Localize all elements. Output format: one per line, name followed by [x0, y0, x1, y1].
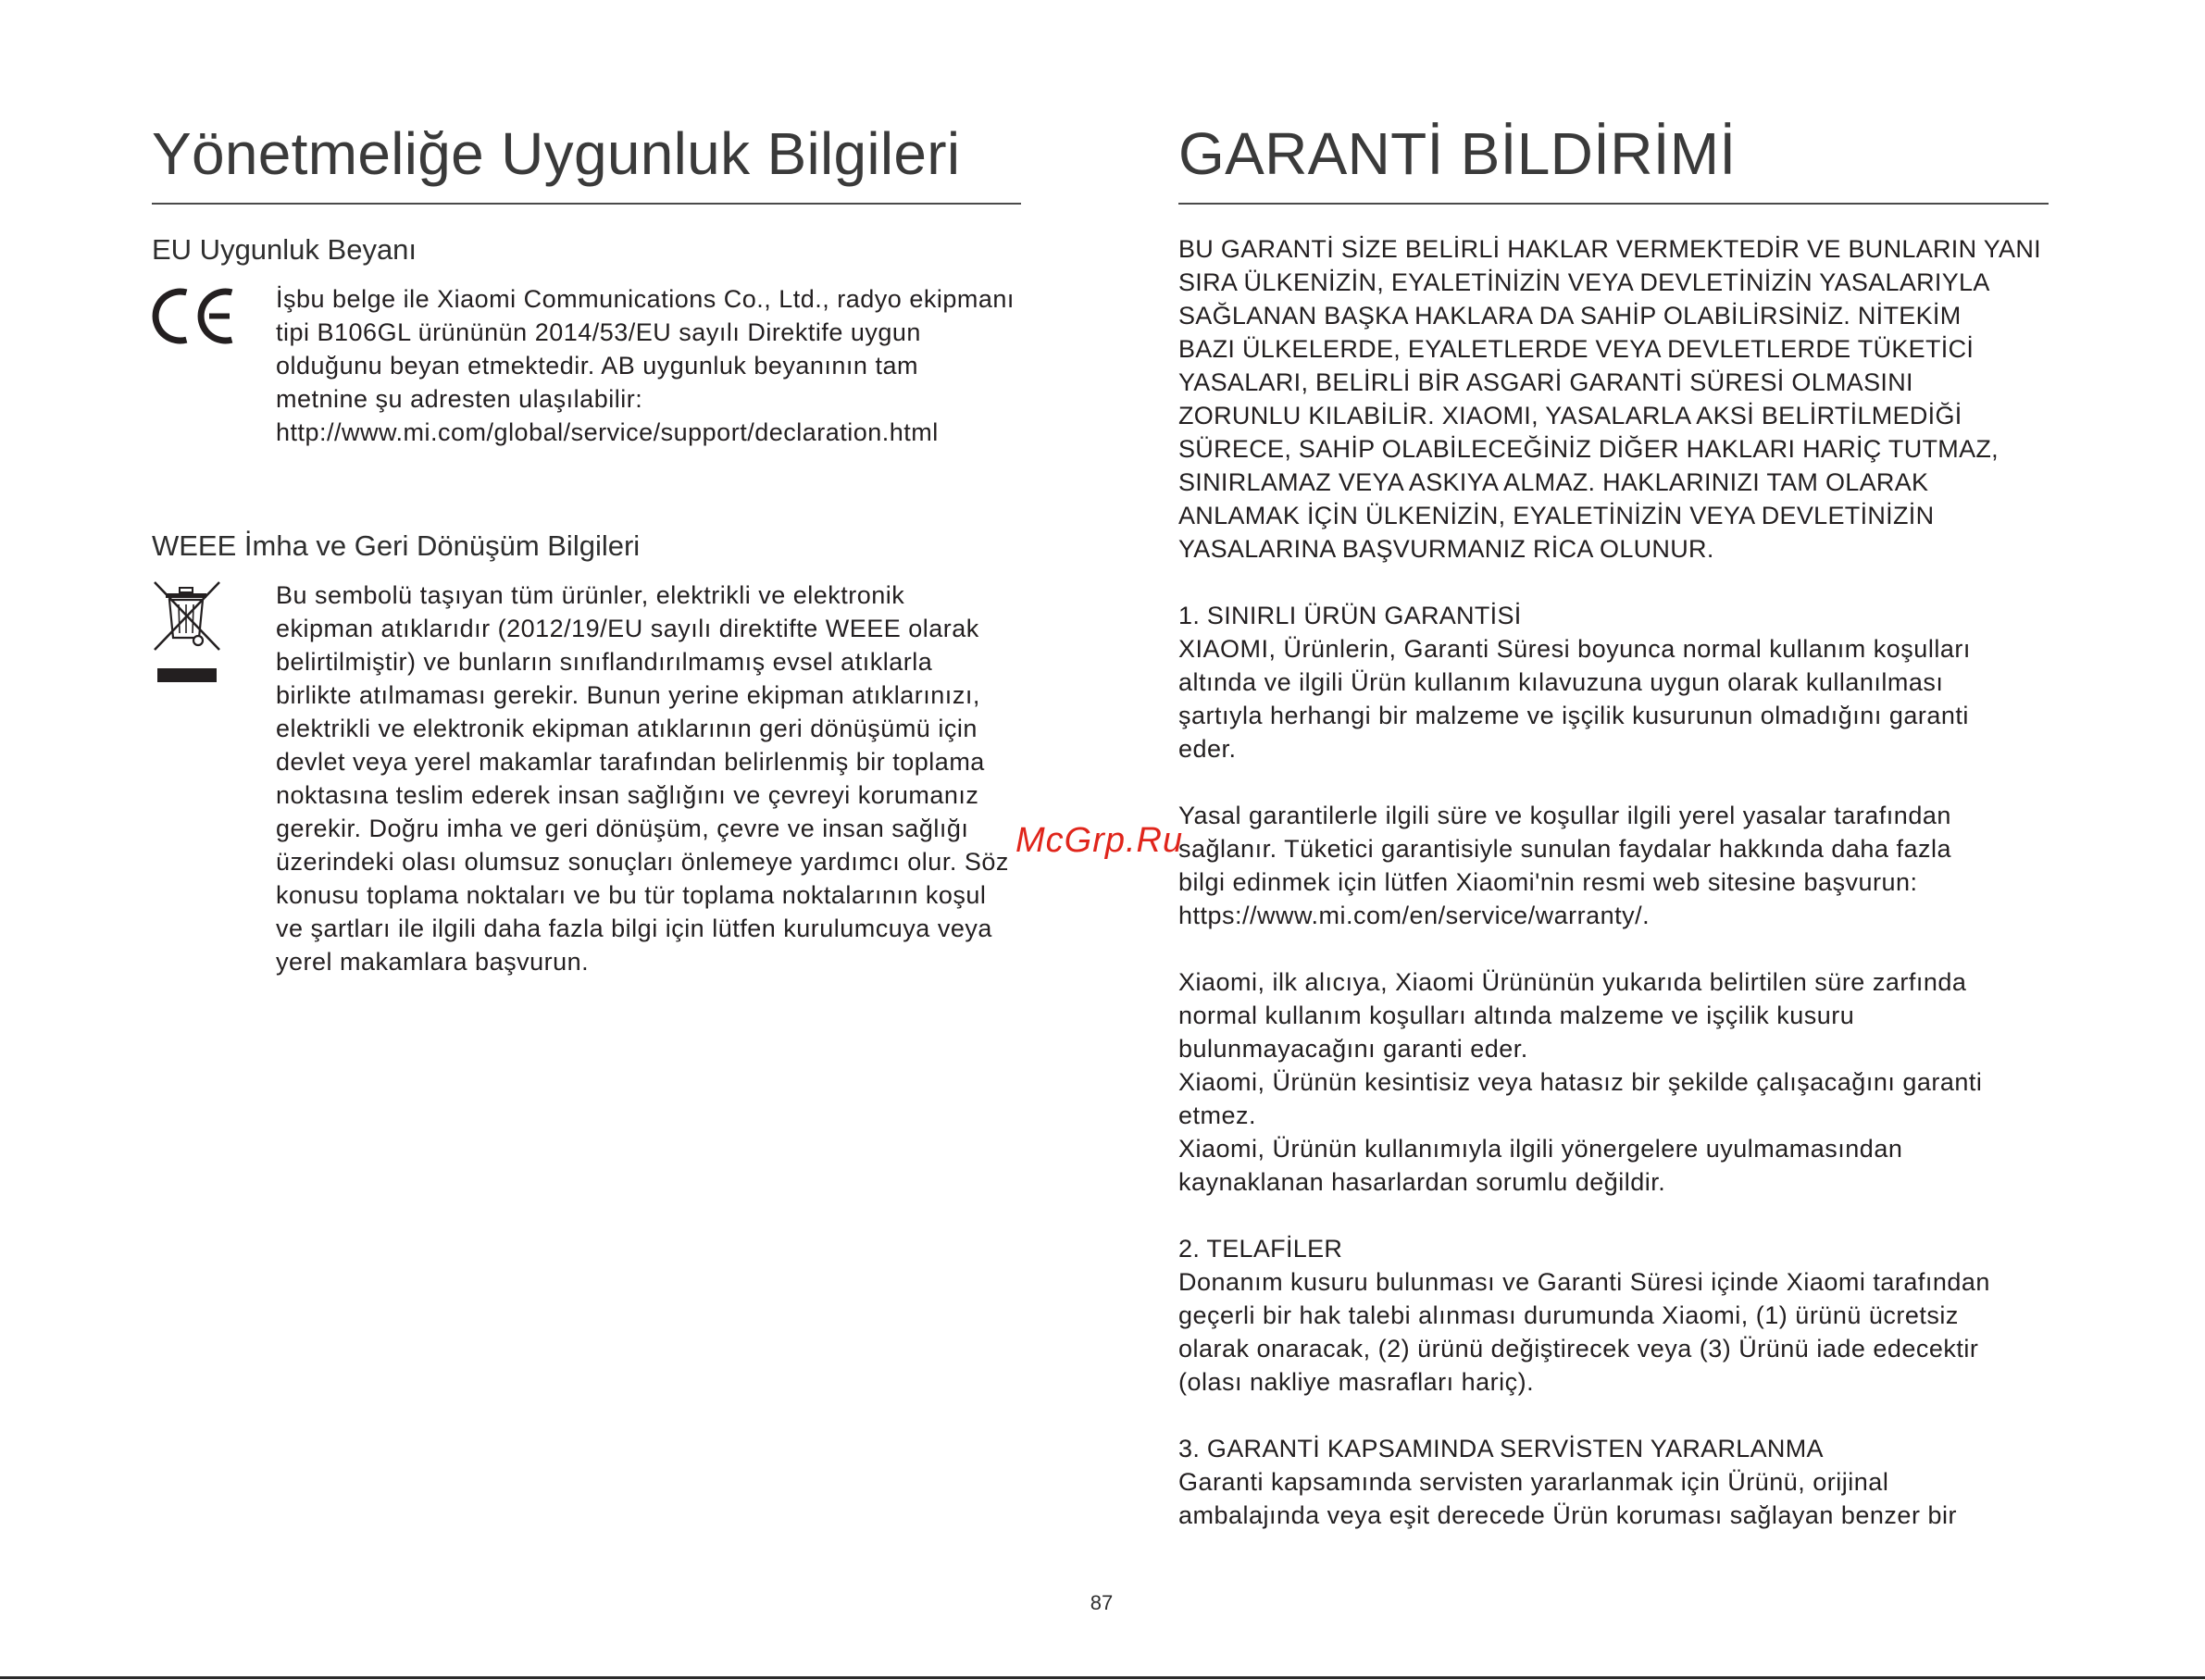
- text-line: YASALARI, BELİRLİ BİR ASGARİ GARANTİ SÜRESİ OLMASINI: [1178, 368, 1913, 396]
- text-line: bulunmayacağını garanti eder.: [1178, 1035, 1528, 1063]
- text-line: XIAOMI, Ürünlerin, Garanti Süresi boyunca normal kullanım koşulları: [1178, 635, 1971, 663]
- text-line: geçerli bir hak talebi alınması durumunda Xiaomi, (1) ürünü ücretsiz: [1178, 1301, 1959, 1329]
- section-heading: 2. TELAFİLER: [1178, 1235, 1343, 1263]
- section-heading: 3. GARANTİ KAPSAMINDA SERVİSTEN YARARLANMA: [1178, 1435, 1824, 1462]
- text-line: Yasal garantilerle ilgili süre ve koşullar ilgili yerel yasalar tarafından: [1178, 802, 1951, 829]
- warranty-url: https://www.mi.com/en/service/warranty/.: [1178, 902, 1651, 929]
- text-line: altında ve ilgili Ürün kullanım kılavuzuna uygun olarak kullanılması: [1178, 668, 1944, 696]
- text-line: olduğunu beyan etmektedir. AB uygunluk beyanının tam: [276, 352, 918, 380]
- weee-heading: WEEE İmha ve Geri Dönüşüm Bilgileri: [152, 529, 641, 562]
- text-line: SINIRLAMAZ VEYA ASKIYA ALMAZ. HAKLARINIZI TAM OLARAK: [1178, 468, 1929, 496]
- text-line: ZORUNLU KILABİLİR. XIAOMI, YASALARLA AKSİ BELİRTİLMEDİĞİ: [1178, 402, 1962, 429]
- ce-mark-icon: [152, 288, 235, 344]
- text-line: SÜRECE, SAHİP OLABİLECEĞİNİZ DİĞER HAKLARI HARİÇ TUTMAZ,: [1178, 435, 1999, 463]
- text-line: üzerindeki olası olumsuz sonuçları önlemeye yardımcı olur. Söz: [276, 848, 1009, 876]
- text-line: YASALARINA BAŞVURMANIZ RİCA OLUNUR.: [1178, 535, 1714, 563]
- text-line: Xiaomi, ilk alıcıya, Xiaomi Ürününün yukarıda belirtilen süre zarfında: [1178, 968, 1967, 996]
- text-line: yerel makamlara başvurun.: [276, 948, 590, 976]
- text-line: belirtilmiştir) ve bunların sınıflandırılmamış evsel atıklarla: [276, 648, 933, 676]
- text-line: Xiaomi, Ürünün kullanımıyla ilgili yönergelere uyulmamasından: [1178, 1135, 1903, 1163]
- text-line: elektrikli ve elektronik ekipman atıklarının geri dönüşümü için: [276, 715, 978, 742]
- text-line: ANLAMAK İÇİN ÜLKENİZİN, EYALETİNİZİN VEYA DEVLETİNİZİN: [1178, 502, 1935, 529]
- text-line: eder.: [1178, 735, 1237, 763]
- text-line: Bu sembolü taşıyan tüm ürünler, elektrikli ve elektronik: [276, 581, 905, 609]
- text-line: SAĞLANAN BAŞKA HAKLARA DA SAHİP OLABİLİRSİNİZ. NİTEKİM: [1178, 302, 1962, 330]
- page-bottom-edge: [0, 1676, 2205, 1679]
- text-line: noktasına teslim ederek insan sağlığını ve çevreyi korumanız: [276, 781, 979, 809]
- section-heading: 1. SINIRLI ÜRÜN GARANTİSİ: [1178, 602, 1522, 629]
- text-line: konusu toplama noktaları ve bu tür toplama noktalarının koşul: [276, 881, 987, 909]
- text-line: gerekir. Doğru imha ve geri dönüşüm, çevre ve insan sağlığı: [276, 815, 969, 842]
- text-line: ekipman atıklarıdır (2012/19/EU sayılı direktifte WEEE olarak: [276, 615, 979, 642]
- text-line: birlikte atılmaması gerekir. Bunun yerine ekipman atıklarınızı,: [276, 681, 980, 709]
- text-line: Garanti kapsamında servisten yararlanmak için Ürünü, orijinal: [1178, 1468, 1889, 1496]
- text-line: BU GARANTİ SİZE BELİRLİ HAKLAR VERMEKTEDİR VE BUNLARIN YANI: [1178, 235, 2041, 263]
- section-limited-warranty: [1178, 599, 2041, 765]
- text-line: normal kullanım koşulları altında malzeme ve işçilik kusuru: [1178, 1002, 1855, 1029]
- text-line: (olası nakliye masrafları hariç).: [1178, 1368, 1535, 1396]
- weee-text: [276, 579, 1009, 978]
- text-line: ambalajında veya eşit derecede Ürün koruması sağlayan benzer bir: [1178, 1501, 1957, 1529]
- text-line: etmez.: [1178, 1101, 1257, 1129]
- section-remedies: [1178, 1232, 2041, 1399]
- section-warranty-service: [1178, 1432, 2041, 1532]
- left-title-divider: [152, 203, 1021, 205]
- text-line: Donanım kusuru bulunması ve Garanti Süresi içinde Xiaomi tarafından: [1178, 1268, 1990, 1296]
- warranty-title: GARANTİ BİLDİRİMİ: [1178, 120, 1737, 187]
- page-number: 87: [1090, 1591, 1114, 1614]
- text-line: devlet veya yerel makamlar tarafından belirlenmiş bir toplama: [276, 748, 985, 776]
- text-line: SIRA ÜLKENİZİN, EYALETİNİZİN VEYA DEVLETİNİZİN YASALARIYLA: [1178, 268, 1990, 296]
- eu-conformity-heading: EU Uygunluk Beyanı: [152, 233, 417, 266]
- text-line: olarak onaracak, (2) ürünü değiştirecek veya (3) Ürünü iade edecektir: [1178, 1335, 1979, 1363]
- right-title-divider: [1178, 203, 2049, 205]
- text-line: tipi B106GL ürününün 2014/53/EU sayılı Direktife uygun: [276, 318, 921, 346]
- watermark: McGrp.Ru: [1015, 821, 1184, 860]
- text-line: bilgi edinmek için lütfen Xiaomi'nin resmi web sitesine başvurun:: [1178, 868, 1918, 896]
- warranty-intro: [1178, 232, 2041, 566]
- text-line: şartıyla herhangi bir malzeme ve işçilik kusurunun olmadığını garanti: [1178, 702, 1969, 729]
- text-line: BAZI ÜLKELERDE, EYALETLERDE VEYA DEVLETLERDE TÜKETİCİ: [1178, 335, 1975, 363]
- text-line: kaynaklanan hasarlardan sorumlu değildir.: [1178, 1168, 1666, 1196]
- paragraph-legal-warranty: [1178, 799, 2041, 932]
- text-line: ve şartları ile ilgili daha fazla bilgi için lütfen kurulumcuya veya: [276, 915, 992, 942]
- text-line: sağlanır. Tüketici garantisiyle sunulan faydalar hakkında daha fazla: [1178, 835, 1951, 863]
- text-line: metnine şu adresten ulaşılabilir:: [276, 385, 643, 413]
- eu-conformity-text: [276, 282, 1015, 449]
- warranty-text: [1178, 232, 2041, 1532]
- paragraph-warranty-terms: [1178, 965, 2041, 1199]
- crossed-out-wheelie-bin-icon: [152, 579, 222, 682]
- text-line: Xiaomi, Ürünün kesintisiz veya hatasız bir şekilde çalışacağını garanti: [1178, 1068, 1983, 1096]
- regulatory-title: Yönetmeliğe Uygunluk Bilgileri: [152, 120, 961, 187]
- text-line: İşbu belge ile Xiaomi Communications Co., Ltd., radyo ekipmanı: [276, 285, 1015, 313]
- declaration-url: http://www.mi.com/global/service/support/declaration.html: [276, 418, 939, 446]
